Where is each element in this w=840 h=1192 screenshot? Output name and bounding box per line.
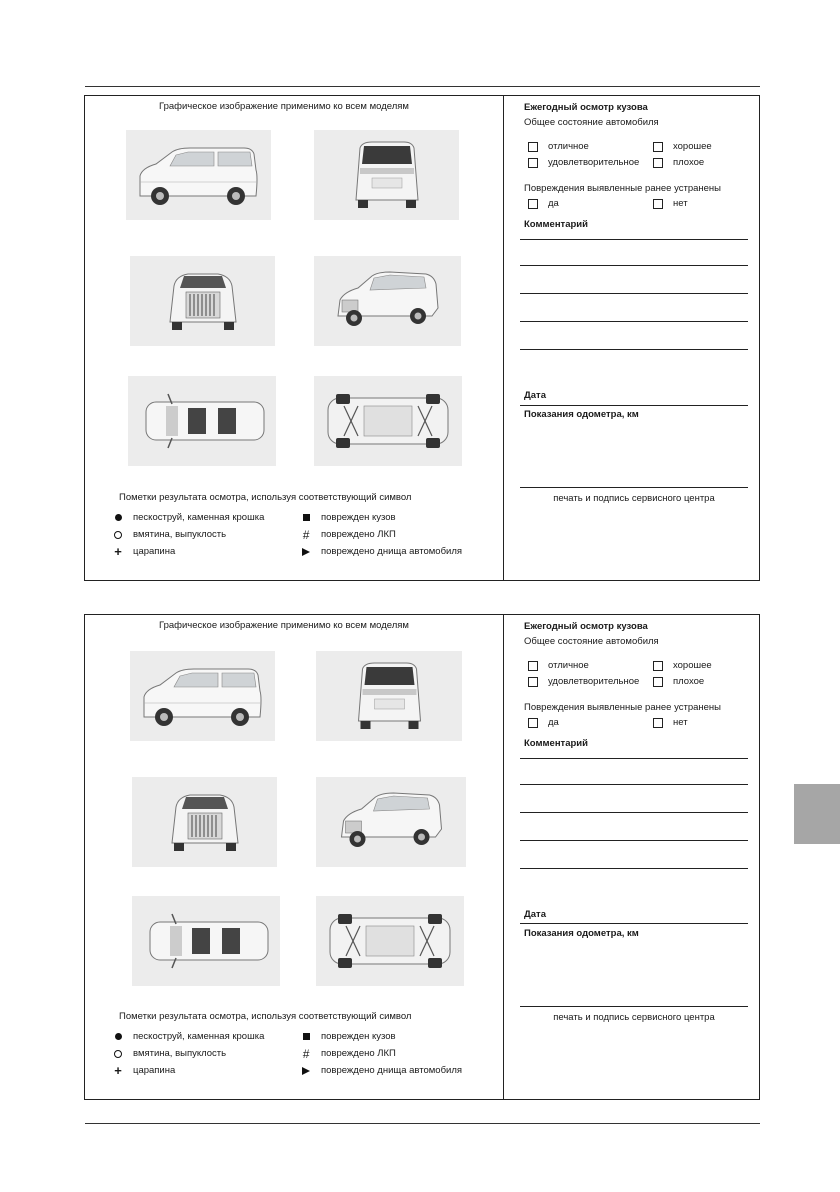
inspection-title: Ежегодный осмотр кузова <box>524 621 648 632</box>
legend-label: пескоструй, каменная крошка <box>133 1031 265 1042</box>
condition-excellent-checkbox[interactable]: отличное <box>528 660 589 671</box>
filled-dot-icon <box>111 1033 125 1040</box>
legend-label: вмятина, выпуклость <box>133 529 227 540</box>
condition-satisfactory-checkbox[interactable]: удовлетворительное <box>528 676 639 687</box>
condition-excellent-checkbox[interactable]: отличное <box>528 141 589 152</box>
triangle-icon <box>299 1067 313 1075</box>
legend-label: повреждено днища автомобиля <box>321 546 463 557</box>
underbody-view-image <box>314 376 462 466</box>
legend-underbody-damage <box>299 1065 462 1076</box>
car-side-view-icon <box>126 130 271 220</box>
filled-dot-icon <box>111 514 125 521</box>
condition-poor-checkbox[interactable]: плохое <box>653 676 704 687</box>
legend-sand-chips <box>111 1031 264 1042</box>
condition-label: Общее состояние автомобиля <box>524 636 659 647</box>
comment-line[interactable] <box>520 758 748 759</box>
legend-label: поврежден кузов <box>321 1031 396 1042</box>
comment-label: Комментарий <box>524 738 588 749</box>
legend-label: царапина <box>133 1065 176 1076</box>
side-view-image <box>126 130 271 220</box>
car-top-view-icon <box>128 376 276 466</box>
inspection-title: Ежегодный осмотр кузова <box>524 102 648 113</box>
date-label: Дата <box>524 909 546 920</box>
legend-label: поврежден кузов <box>321 512 396 523</box>
car-three-quarter-view-icon <box>314 256 461 346</box>
three-quarter-view-image <box>314 256 461 346</box>
car-front-view-icon <box>132 777 277 867</box>
date-label: Дата <box>524 390 546 401</box>
comment-line[interactable] <box>520 321 748 322</box>
legend-underbody-damage <box>299 546 462 557</box>
hollow-circle-icon <box>111 531 125 539</box>
car-rear-view-icon <box>314 130 459 220</box>
legend-scratch <box>111 543 176 559</box>
rear-view-image <box>316 651 462 741</box>
repair-no-checkbox[interactable]: нет <box>653 198 688 209</box>
condition-label: Общее состояние автомобиля <box>524 117 659 128</box>
side-view-image <box>130 651 275 741</box>
odometer-label: Показания одометра, км <box>524 928 639 939</box>
marks-instruction: Пометки результата осмотра, используя соответствующий символ <box>119 492 412 503</box>
signature-label: печать и подпись сервисного центра <box>553 493 715 504</box>
hash-icon: # <box>302 1046 310 1061</box>
repair-no-checkbox[interactable]: нет <box>653 717 688 728</box>
date-line[interactable] <box>520 923 748 924</box>
legend-label: пескоструй, каменная крошка <box>133 512 265 523</box>
filled-square-icon <box>299 1033 313 1040</box>
underbody-view-image <box>316 896 464 986</box>
legend-body-damage <box>299 512 396 523</box>
filled-square-icon <box>299 514 313 521</box>
legend-dent <box>111 529 226 540</box>
section-tab <box>794 784 840 844</box>
vehicle-diagram-panel <box>85 615 503 1099</box>
car-top-view-icon <box>132 896 280 986</box>
car-front-view-icon <box>130 256 275 346</box>
legend-label: повреждено ЛКП <box>321 1048 396 1059</box>
repair-yes-checkbox[interactable]: да <box>528 717 559 728</box>
header-rule <box>85 86 760 87</box>
comment-line[interactable] <box>520 812 748 813</box>
condition-satisfactory-checkbox[interactable]: удовлетворительное <box>528 157 639 168</box>
repair-label: Повреждения выявленные ранее устранены <box>524 702 721 713</box>
legend-dent <box>111 1048 226 1059</box>
inspection-form-2 <box>84 614 760 1100</box>
car-side-view-icon <box>130 651 275 741</box>
car-three-quarter-view-icon <box>316 777 466 867</box>
legend-sand-chips <box>111 512 264 523</box>
signature-line[interactable] <box>520 1006 748 1007</box>
legend-paint-damage <box>299 529 396 540</box>
rear-view-image <box>314 130 459 220</box>
condition-poor-checkbox[interactable]: плохое <box>653 157 704 168</box>
legend-body-damage <box>299 1031 396 1042</box>
comment-line[interactable] <box>520 349 748 350</box>
inspection-record-panel <box>504 615 759 1099</box>
legend-label: царапина <box>133 546 176 557</box>
repair-label: Повреждения выявленные ранее устранены <box>524 183 721 194</box>
marks-instruction: Пометки результата осмотра, используя соответствующий символ <box>119 1011 412 1022</box>
hollow-circle-icon <box>111 1050 125 1058</box>
car-underbody-view-icon <box>314 376 462 466</box>
comment-line[interactable] <box>520 293 748 294</box>
comment-line[interactable] <box>520 840 748 841</box>
legend-label: повреждено ЛКП <box>321 529 396 540</box>
applicability-note: Графическое изображение применимо ко всем моделям <box>159 101 409 112</box>
front-view-image <box>132 777 277 867</box>
applicability-note: Графическое изображение применимо ко всем моделям <box>159 620 409 631</box>
vehicle-diagram-panel <box>85 96 503 580</box>
legend-paint-damage <box>299 1048 396 1059</box>
comment-line[interactable] <box>520 265 748 266</box>
triangle-icon <box>299 548 313 556</box>
comment-line[interactable] <box>520 868 748 869</box>
condition-good-checkbox[interactable]: хорошее <box>653 660 712 671</box>
plus-icon: + <box>114 1062 122 1078</box>
inspection-record-panel <box>504 96 759 580</box>
top-view-image <box>128 376 276 466</box>
hash-icon: # <box>302 527 310 542</box>
comment-line[interactable] <box>520 239 748 240</box>
legend-scratch <box>111 1062 176 1078</box>
legend-label: вмятина, выпуклость <box>133 1048 227 1059</box>
repair-yes-checkbox[interactable]: да <box>528 198 559 209</box>
inspection-form-1 <box>84 95 760 581</box>
date-line[interactable] <box>520 405 748 406</box>
car-underbody-view-icon <box>316 896 464 986</box>
condition-good-checkbox[interactable]: хорошее <box>653 141 712 152</box>
legend-label: повреждено днища автомобиля <box>321 1065 463 1076</box>
odometer-label: Показания одометра, км <box>524 409 639 420</box>
comment-line[interactable] <box>520 784 748 785</box>
three-quarter-view-image <box>316 777 466 867</box>
footer-rule <box>85 1123 760 1124</box>
car-rear-view-icon <box>316 651 462 741</box>
signature-line[interactable] <box>520 487 748 488</box>
front-view-image <box>130 256 275 346</box>
top-view-image <box>132 896 280 986</box>
signature-label: печать и подпись сервисного центра <box>553 1012 715 1023</box>
plus-icon: + <box>114 543 122 559</box>
comment-label: Комментарий <box>524 219 588 230</box>
